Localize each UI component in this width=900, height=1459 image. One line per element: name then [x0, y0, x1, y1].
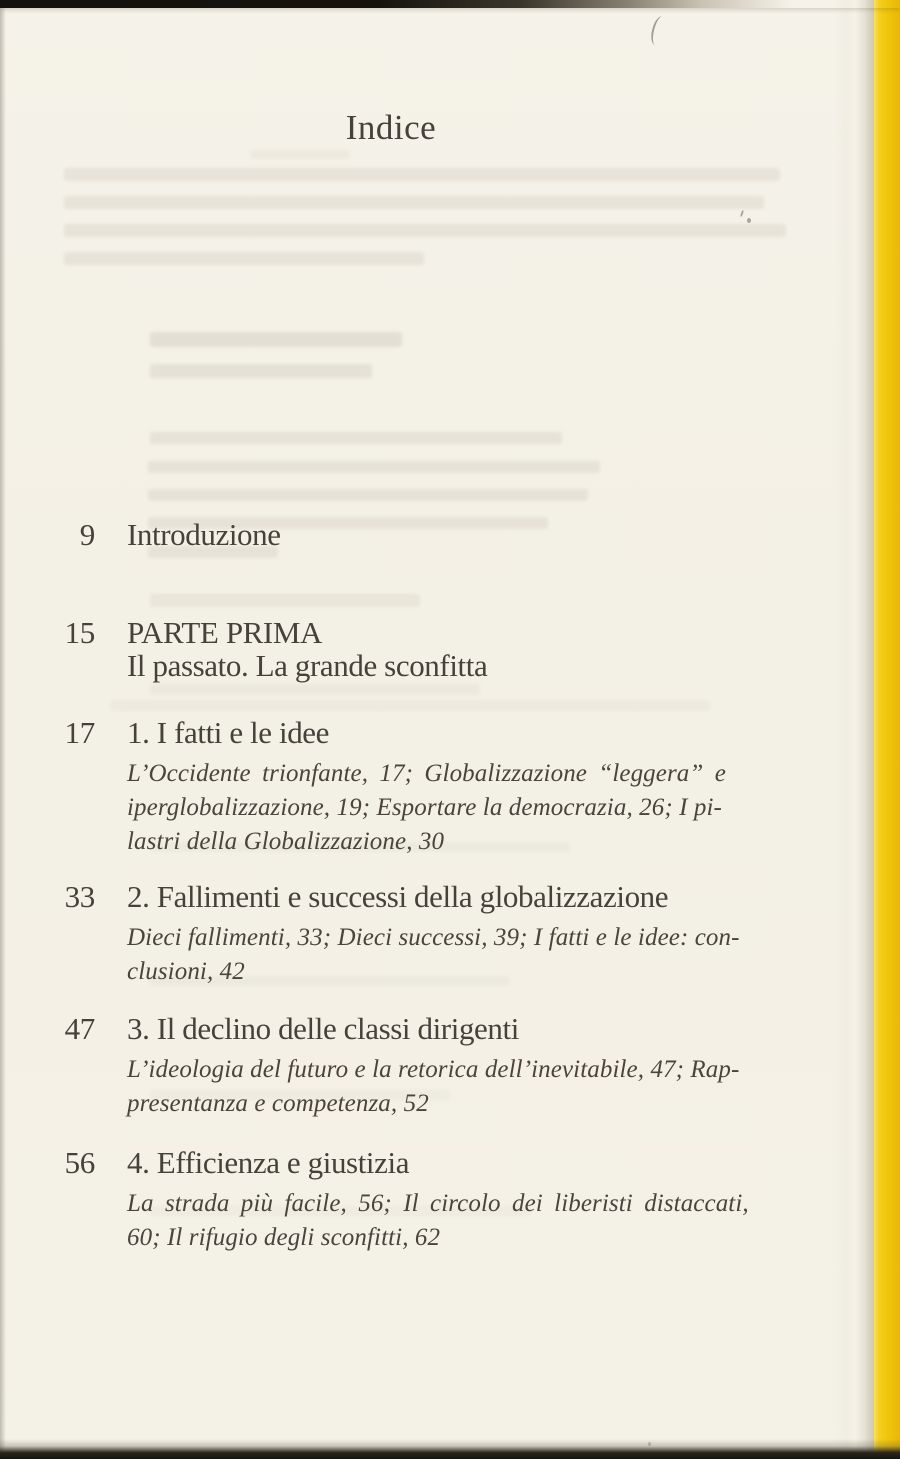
toc-entry-capitolo-2 — [0, 880, 760, 989]
subentry-line: iperglobalizzazione, 19; Esportare la democrazia, 26; I pi- — [127, 794, 722, 821]
scan-top-edge — [0, 0, 900, 8]
ghost-text-line — [64, 252, 424, 265]
ghost-text-line — [150, 332, 402, 347]
toc-heading-line-2: Il passato. La grande sconfitta — [127, 648, 488, 683]
ghost-text-line — [148, 461, 600, 473]
toc-entry-introduzione — [0, 518, 760, 552]
toc-heading: 4. Efficienza e giustizia — [127, 1145, 410, 1180]
subentry-line: Dieci fallimenti, 33; Dieci successi, 39; I fatti e le idee: con- — [127, 924, 740, 951]
subentry-line: presentanza e competenza, 52 — [127, 1090, 429, 1117]
subentry-line: L’Occidente trionfante, 17; Globalizzazione “leggera” e — [127, 760, 726, 787]
subentry-line: L’ideologia del futuro e la retorica dell’inevitabile, 47; Rap- — [127, 1056, 740, 1083]
page-title: Indice — [345, 108, 437, 147]
ghost-text-line — [250, 150, 350, 159]
subentry-line: lastri della Globalizzazione, 30 — [127, 828, 445, 855]
ghost-text-line — [150, 364, 372, 378]
ghost-text-line — [64, 224, 786, 237]
subentry-line: La strada più facile, 56; Il circolo dei liberisti distaccati, — [127, 1190, 749, 1217]
book-cover-yellow-edge — [874, 0, 900, 1459]
toc-entry-capitolo-4 — [0, 1146, 760, 1255]
toc-subentries — [127, 757, 767, 859]
toc-entry-capitolo-1 — [0, 716, 760, 859]
toc-heading: Introduzione — [127, 517, 281, 552]
ghost-text-line — [148, 489, 588, 501]
scan-bottom-edge — [0, 1439, 900, 1459]
toc-subentries — [127, 1187, 767, 1255]
toc-heading: 3. Il declino delle classi dirigenti — [127, 1011, 519, 1046]
ghost-text-line — [150, 684, 480, 695]
toc-page-number: 17 — [64, 715, 95, 750]
toc-subentries — [127, 1053, 767, 1121]
toc-page-number: 15 — [64, 615, 95, 650]
ghost-text-line — [64, 196, 764, 209]
ghost-text-line — [150, 594, 420, 607]
toc-page-number: 56 — [64, 1145, 95, 1180]
toc-heading: 1. I fatti e le idee — [127, 715, 330, 750]
toc-entry-capitolo-3 — [0, 1012, 760, 1121]
toc-page-number: 47 — [64, 1011, 95, 1046]
subentry-line: clusioni, 42 — [127, 958, 245, 985]
toc-heading: PARTE PRIMA — [127, 615, 323, 650]
ghost-text-line — [150, 432, 562, 444]
subentry-line: 60; Il rifugio degli sconfitti, 62 — [127, 1224, 441, 1251]
paper-speck — [747, 218, 751, 223]
toc-subentries — [127, 921, 767, 989]
toc-page-number: 9 — [79, 517, 95, 552]
toc-page-number: 33 — [64, 879, 95, 914]
scan-left-edge — [0, 0, 6, 1459]
toc-entry-parte-prima — [0, 616, 760, 682]
page-stack-right-edge — [834, 0, 876, 1459]
ghost-text-line — [110, 700, 710, 711]
ghost-text-line — [64, 168, 780, 181]
toc-heading: 2. Fallimenti e successi della globalizzazione — [127, 879, 669, 914]
